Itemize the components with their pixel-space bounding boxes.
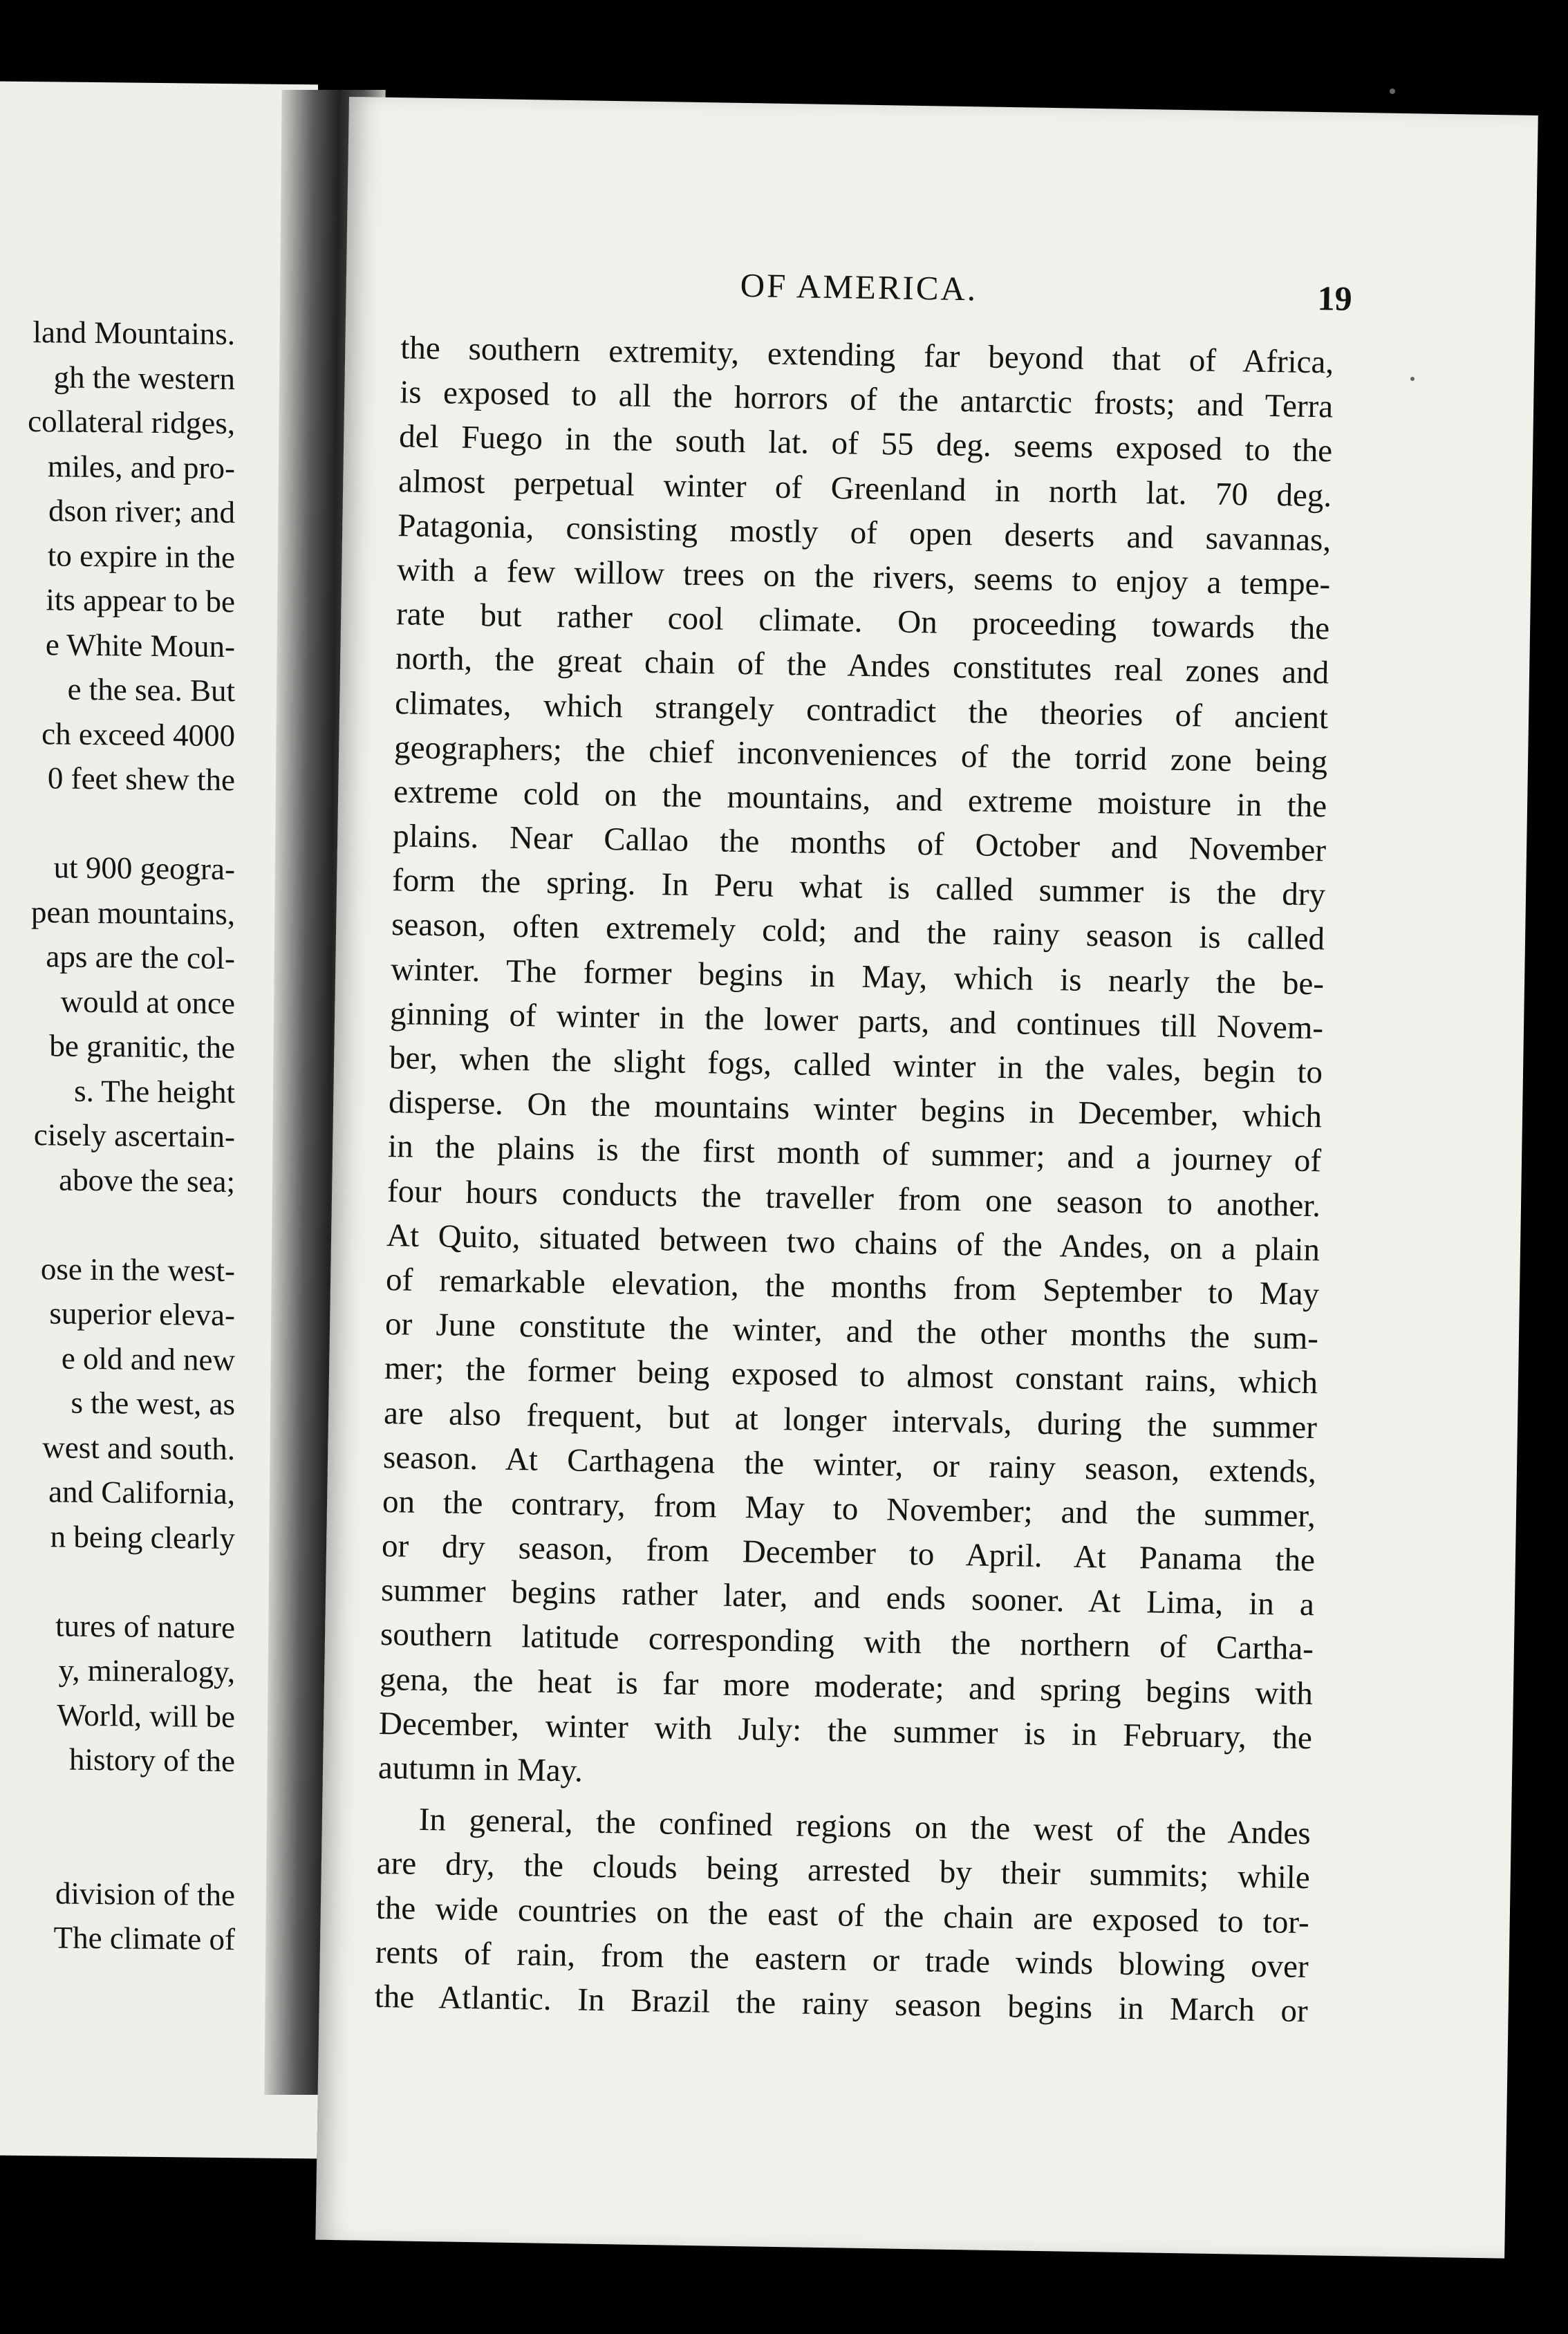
text-line: gena, the heat is far more moderate; and spring begins with	[379, 1661, 1314, 1712]
left-page-line	[0, 799, 235, 847]
body-text	[374, 326, 1334, 2033]
left-page-line: miles, and pro-	[47, 448, 235, 485]
text-line: or June constitute the winter, and the other months the sum-	[384, 1306, 1319, 1357]
left-page-line: history of the	[69, 1742, 235, 1779]
left-page-line: e White Moun-	[45, 626, 235, 664]
text-line: form the spring. In Peru what is called summer is the dry	[391, 862, 1326, 913]
text-line: Patagonia, consisting mostly of open deserts and savannas,	[397, 507, 1332, 559]
running-head: OF AMERICA.	[740, 265, 978, 308]
text-line: ber, when the slight fogs, called winter in the vales, begin to	[389, 1040, 1323, 1091]
left-page-line: pean mountains,	[31, 894, 235, 931]
right-page	[315, 97, 1538, 2259]
left-page-line	[0, 1200, 235, 1249]
text-line: north, the great chain of the Andes constitutes real zones and	[395, 640, 1329, 691]
text-line: December, winter with July: the summer is in February, the	[378, 1705, 1313, 1756]
text-line: disperse. On the mountains winter begins in December, which	[388, 1084, 1323, 1135]
left-page-text-fragments	[0, 308, 235, 1962]
left-page-line: ch exceed 4000	[41, 716, 235, 753]
left-page-line: and California,	[48, 1474, 235, 1511]
left-page-line: aps are the col-	[46, 939, 235, 976]
left-page-line: 0 feet shew the	[47, 760, 235, 798]
left-page-line: cisely ascertain-	[33, 1117, 235, 1155]
text-line: geographers; the chief inconveniences of the torrid zone being	[393, 729, 1328, 781]
text-line: In general, the confined regions on the west of the Andes	[418, 1802, 1312, 1852]
text-line: is exposed to all the horrors of the antarctic frosts; and Terra	[399, 374, 1334, 425]
text-line: in the plains is the first month of summer; and a journey of	[387, 1128, 1322, 1179]
text-line: autumn in May.	[377, 1749, 584, 1789]
text-line: winter. The former begins in May, which is nearly the be-	[390, 951, 1325, 1002]
left-page-line: west and south.	[42, 1429, 235, 1466]
left-page-line: gh the western	[53, 359, 235, 396]
left-page-line: superior eleva-	[49, 1296, 235, 1333]
left-page-line: The climate of	[53, 1920, 235, 1957]
text-line: four hours conducts the traveller from one season to another.	[386, 1173, 1321, 1224]
left-page-line	[0, 1557, 235, 1605]
text-line: mer; the former being exposed to almost constant rains, which	[384, 1350, 1318, 1401]
text-line: extreme cold on the mountains, and extreme moisture in the	[393, 774, 1327, 825]
left-page-line: tures of nature	[55, 1607, 235, 1645]
left-page-line: collateral ridges,	[28, 404, 235, 441]
left-page-line: ose in the west-	[40, 1251, 235, 1288]
left-page-line: World, will be	[57, 1697, 235, 1734]
left-page-line: its appear to be	[46, 582, 235, 619]
left-page-line: y, mineralogy,	[58, 1652, 235, 1690]
text-line: season. At Carthagena the winter, or rainy season, extends,	[382, 1439, 1317, 1490]
left-page-line: division of the	[55, 1875, 235, 1912]
dust-speck	[1390, 88, 1395, 94]
text-line: the wide countries on the east of the chain are exposed to tor-	[375, 1889, 1310, 1941]
left-page-line	[0, 1824, 235, 1873]
text-line: or dry season, from December to April. At Panama the	[381, 1528, 1316, 1579]
text-line: At Quito, situated between two chains of the Andes, on a plain	[386, 1217, 1320, 1269]
left-page-line: e old and new	[61, 1341, 235, 1377]
left-page-line	[0, 1780, 235, 1828]
text-line: summer begins rather later, and ends sooner. At Lima, in a	[380, 1572, 1315, 1623]
left-page-line: above the sea;	[59, 1161, 235, 1199]
text-line: rents of rain, from the eastern or trade winds blowing over	[375, 1934, 1309, 1985]
page-number: 19	[1317, 279, 1353, 318]
left-page-line: would at once	[60, 984, 235, 1020]
text-line: climates, which strangely contradict the theories of ancient	[394, 684, 1329, 736]
text-line: season, often extremely cold; and the rainy season is called	[391, 906, 1325, 958]
left-page-line: dson river; and	[48, 493, 235, 530]
dust-speck	[1410, 377, 1415, 381]
text-line: of remarkable elevation, the months from September to May	[385, 1261, 1320, 1313]
text-line: are dry, the clouds being arrested by their summits; while	[376, 1845, 1311, 1896]
left-page-line: s. The height	[74, 1073, 235, 1110]
text-line: ginning of winter in the lower parts, and continues till Novem-	[389, 995, 1324, 1047]
left-page-line: ut 900 geogra-	[53, 850, 235, 887]
text-line: rate but rather cool climate. On proceeding towards the	[395, 596, 1330, 647]
text-line: del Fuego in the south lat. of 55 deg. seems exposed to the	[398, 418, 1333, 469]
text-line: with a few willow trees on the rivers, seems to enjoy a tempe-	[396, 552, 1331, 603]
left-page-line: e the sea. But	[67, 671, 235, 709]
left-page-line: land Mountains.	[32, 315, 235, 352]
text-line: on the contrary, from May to November; and the summer,	[382, 1483, 1316, 1535]
text-line: almost perpetual winter of Greenland in north lat. 70 deg.	[398, 463, 1332, 514]
text-line: the southern extremity, extending far beyond that of Africa,	[400, 330, 1334, 381]
left-page-line: s the west, as	[71, 1385, 235, 1422]
left-page-line: be granitic, the	[49, 1028, 235, 1065]
left-page-line: n being clearly	[50, 1518, 235, 1556]
text-line: southern latitude corresponding with the northern of Cartha-	[380, 1616, 1314, 1668]
text-line: plains. Near Callao the months of October and November	[392, 818, 1327, 869]
left-page-line: to expire in the	[47, 537, 235, 575]
text-line: are also frequent, but at longer intervals, during the summer	[383, 1394, 1318, 1446]
text-line: the Atlantic. In Brazil the rainy season begins in March or	[374, 1978, 1309, 2030]
